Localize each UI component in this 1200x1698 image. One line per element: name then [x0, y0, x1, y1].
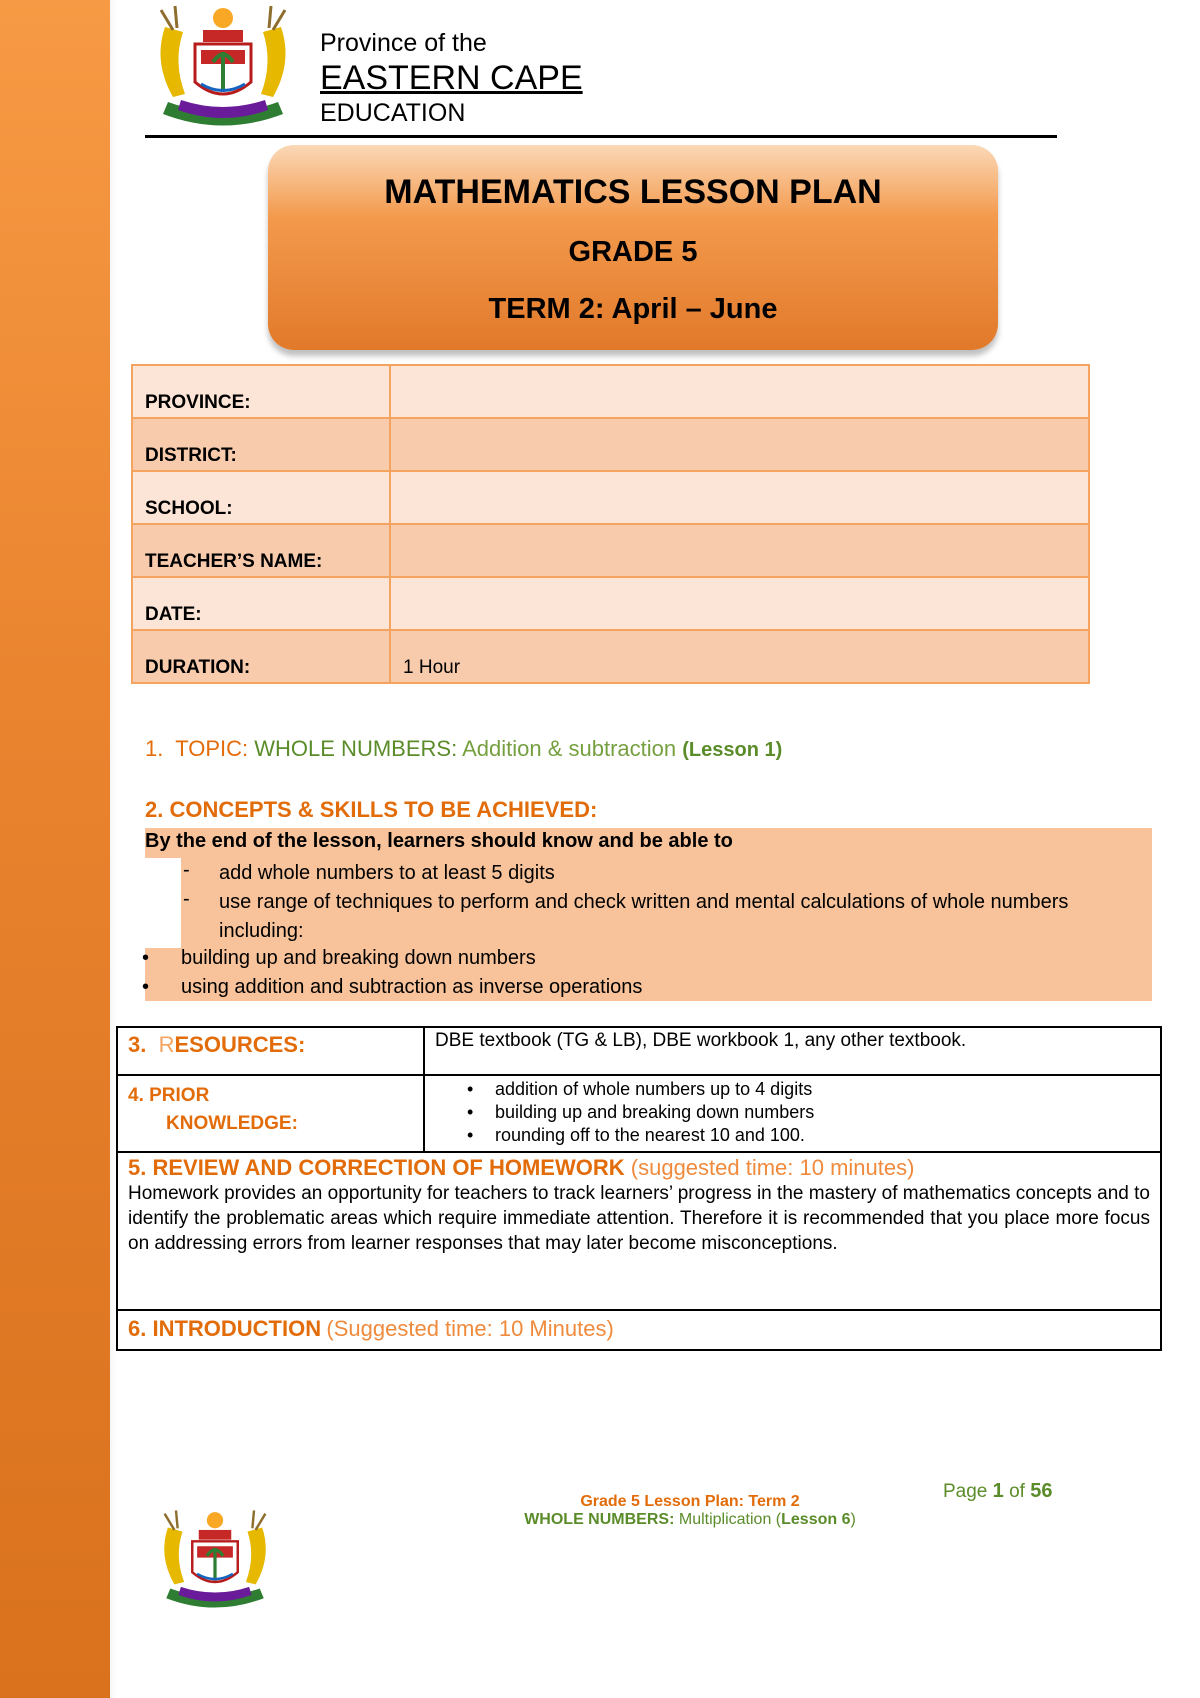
info-table — [131, 364, 1090, 684]
sidebar-edge — [110, 0, 116, 1698]
topic-line — [145, 736, 782, 762]
lesson-plan-title: MATHEMATICS LESSON PLAN — [384, 173, 882, 211]
table-row — [117, 1027, 1161, 1075]
education-label: EDUCATION — [320, 99, 466, 127]
topic-detail: Addition & subtraction — [462, 736, 677, 761]
term-title: TERM 2: April – June — [488, 293, 778, 325]
resources-text: DBE textbook (TG & LB), DBE workbook 1, any other textbook. — [424, 1027, 1161, 1075]
duration-label: DURATION: — [132, 630, 390, 683]
introduction-time: (Suggested time: 10 Minutes) — [326, 1316, 614, 1341]
bullet-marker: • — [142, 976, 150, 998]
homework-title: 5. REVIEW AND CORRECTION OF HOMEWORK — [128, 1155, 625, 1180]
topic-subject: WHOLE NUMBERS: — [254, 736, 458, 761]
footer-line-1: Grade 5 Lesson Plan: Term 2 — [580, 1493, 800, 1510]
table-row — [117, 1075, 1161, 1152]
page-total: 56 — [1030, 1480, 1053, 1502]
topic-lesson: (Lesson 1) — [682, 739, 783, 761]
table-row — [132, 471, 1089, 524]
table-row — [132, 577, 1089, 630]
dash-marker: - — [183, 888, 190, 910]
bullet-item: building up and breaking down numbers — [181, 947, 536, 969]
teacher-name-value[interactable] — [390, 524, 1089, 577]
title-banner — [268, 145, 998, 350]
footer-line-2 — [420, 1511, 960, 1529]
homework-time: (suggested time: 10 minutes) — [630, 1155, 915, 1180]
table-row — [132, 630, 1089, 683]
footer-close: ) — [850, 1511, 856, 1528]
prior-knowledge-label-2: KNOWLEDGE: — [166, 1113, 298, 1134]
concepts-box — [142, 828, 1152, 1001]
resources-number: 3. — [128, 1032, 147, 1057]
bullet-marker: • — [142, 947, 150, 969]
table-row — [132, 365, 1089, 418]
white-gap — [145, 858, 181, 948]
date-value[interactable] — [390, 577, 1089, 630]
teacher-name-label: TEACHER’S NAME: — [132, 524, 390, 577]
homework-body: Homework provides an opportunity for teachers to track learners’ progress in the mastery of mathematics concepts and to identify the problematic areas which require immediate attention. Therefore it is recommended that you place more focus on addressing errors from learner responses that may later become misconceptions. — [128, 1183, 1150, 1254]
footer-coat-of-arms-logo — [150, 1505, 280, 1615]
duration-value[interactable]: 1 Hour — [390, 630, 1089, 683]
table-row — [117, 1310, 1161, 1350]
resources-label: ESOURCES: — [174, 1032, 306, 1057]
school-label: SCHOOL: — [132, 471, 390, 524]
province-value[interactable] — [390, 365, 1089, 418]
prior-knowledge-label-1: 4. PRIOR — [128, 1085, 210, 1106]
eastern-cape-label: EASTERN CAPE — [320, 59, 583, 97]
topic-number: 1. — [145, 736, 164, 761]
bullet-item: using addition and subtraction as inverse operations — [181, 976, 643, 998]
school-value[interactable] — [390, 471, 1089, 524]
resources-label-cell — [117, 1027, 424, 1075]
introduction-cell — [117, 1310, 1161, 1350]
lesson-table — [116, 1026, 1162, 1351]
table-row — [132, 524, 1089, 577]
coat-of-arms-logo — [143, 2, 303, 132]
table-row — [132, 418, 1089, 471]
footer-subject: WHOLE NUMBERS: — [524, 1511, 675, 1528]
province-of-label: Province of the — [320, 29, 487, 57]
list-item: • building up and breaking down numbers — [495, 1101, 1150, 1124]
concepts-lead: By the end of the lesson, learners should know and be able to — [145, 830, 733, 852]
district-label: DISTRICT: — [132, 418, 390, 471]
topic-label: TOPIC: — [175, 736, 249, 761]
prior-knowledge-list-cell — [424, 1075, 1161, 1152]
page-number — [943, 1480, 1052, 1503]
dash-item: use range of techniques to perform and check written and mental calculations of whole numbers including: — [219, 891, 1069, 942]
page-current: 1 — [992, 1480, 1004, 1502]
dash-marker: - — [183, 859, 190, 881]
table-row — [117, 1152, 1161, 1310]
province-label: PROVINCE: — [132, 365, 390, 418]
footer-caption — [420, 1493, 960, 1529]
list-item: • rounding off to the nearest 10 and 100. — [495, 1124, 1150, 1147]
homework-cell — [117, 1152, 1161, 1310]
footer-detail: Multiplication ( — [678, 1511, 782, 1528]
concepts-heading: 2. CONCEPTS & SKILLS TO BE ACHIEVED: — [145, 797, 598, 822]
list-item: • addition of whole numbers up to 4 digits — [495, 1078, 1150, 1101]
grade-title: GRADE 5 — [568, 236, 698, 268]
header-rule — [145, 135, 1057, 138]
resources-first-letter: R — [158, 1032, 175, 1057]
introduction-title: 6. INTRODUCTION — [128, 1316, 322, 1341]
dash-item: add whole numbers to at least 5 digits — [219, 862, 555, 884]
sidebar-band — [0, 0, 110, 1698]
page-of: of — [1009, 1481, 1025, 1502]
district-value[interactable] — [390, 418, 1089, 471]
page-label: Page — [943, 1481, 988, 1502]
footer-lesson: Lesson 6 — [781, 1511, 851, 1528]
prior-knowledge-label-cell — [117, 1075, 424, 1152]
header-text — [320, 28, 583, 128]
date-label: DATE: — [132, 577, 390, 630]
